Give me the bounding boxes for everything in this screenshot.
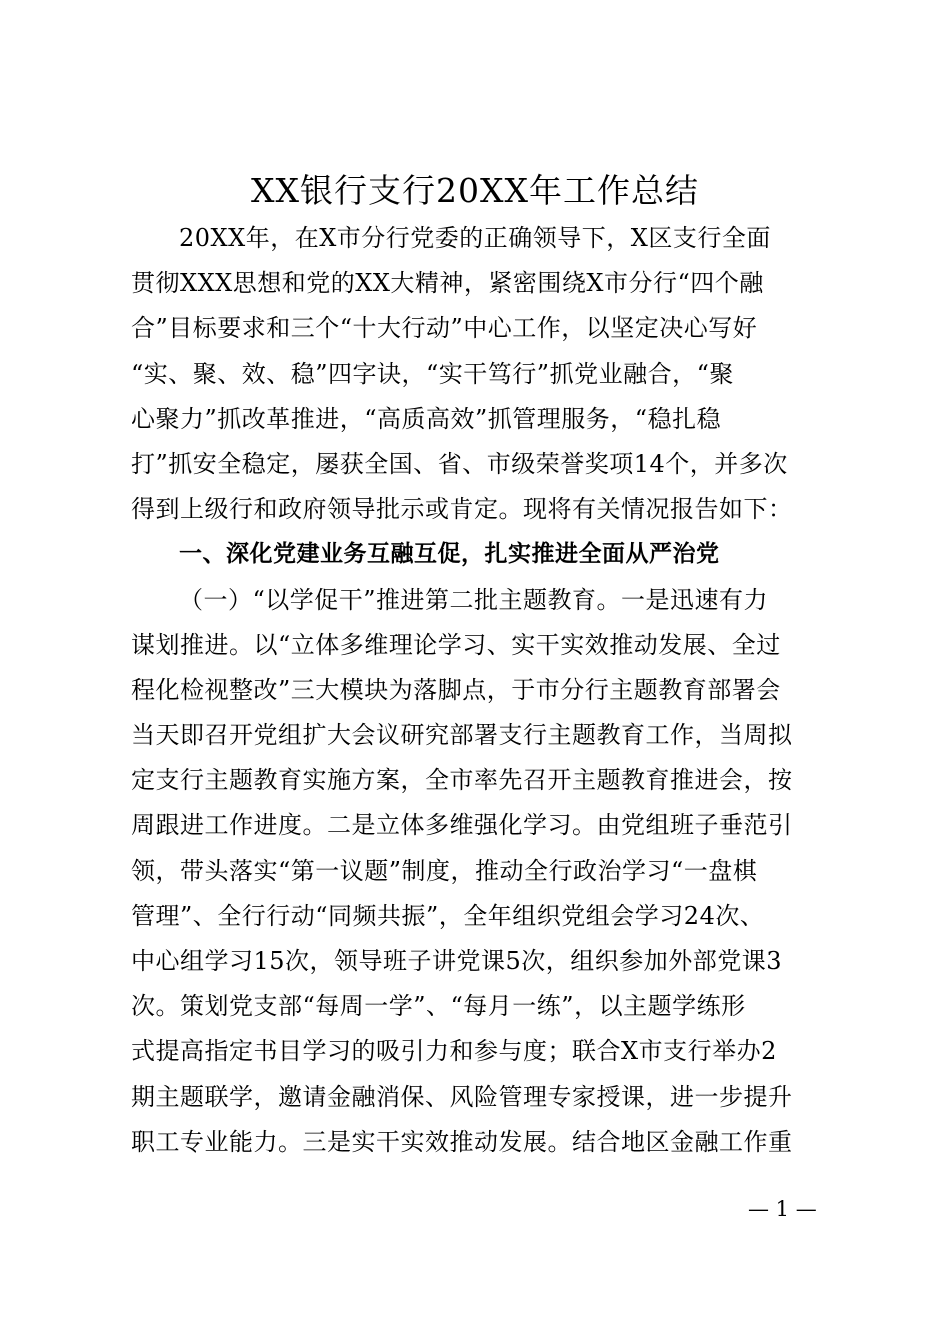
paragraph-line: （一）“以学促干”推进第二批主题教育。一是迅速有力 [179,585,769,614]
document-title: XX银行支行20XX年工作总结 [251,171,699,210]
paragraph-line: 得到上级行和政府领导批示或肯定。现将有关情况报告如下： [131,495,793,524]
paragraph-line: 领，带头落实“第一议题”制度，推动全行政治学习“一盘棋 [131,856,758,885]
page-number: — 1 — [748,1197,817,1221]
paragraph-line: 贯彻XXX思想和党的XX大精神，紧密围绕X市分行“四个融 [131,269,764,298]
paragraph-line: 管理”、全行行动“同频共振”，全年组织党组会学习24次、 [131,901,765,930]
paragraph-line: 合”目标要求和三个“十大行动”中心工作，以坚定决心写好 [131,314,758,343]
paragraph-line: 程化检视整改”三大模块为落脚点，于市分行主题教育部署会 [131,675,781,704]
paragraph-line: 心聚力”抓改革推进，“高质高效”抓管理服务，“稳扎稳 [131,404,722,433]
paragraph-line: 定支行主题教育实施方案，全市率先召开主题教育推进会，按 [131,766,793,795]
paragraph-line: “实、聚、效、稳”四字诀，“实干笃行”抓党业融合，“聚 [131,359,734,388]
document-body [131,216,831,1165]
paragraph-line: 期主题联学，邀请金融消保、风险管理专家授课，进一步提升 [131,1082,793,1111]
paragraph-line: 中心组学习15次，领导班子讲党课5次，组织参加外部党课3 [131,947,783,975]
paragraph-line: 周跟进工作进度。二是立体多维强化学习。由党组班子垂范引 [131,811,793,840]
section-heading: 一、深化党建业务互融互促，扎实推进全面从严治党 [179,541,720,568]
paragraph-line: 当天即召开党组扩大会议研究部署支行主题教育工作，当周拟 [131,721,793,750]
paragraph-line: 职工专业能力。三是实干实效推动发展。结合地区金融工作重 [131,1127,793,1156]
paragraph-line: 打”抓安全稳定，屡获全国、省、市级荣誉奖项14个，并多次 [131,449,788,478]
paragraph-line: 式提高指定书目学习的吸引力和参与度；联合X市支行举办2 [131,1037,777,1066]
paragraph-line: 20XX年，在X市分行党委的正确领导下，X区支行全面 [179,224,771,252]
paragraph-line: 谋划推进。以“立体多维理论学习、实干实效推动发展、全过 [131,630,781,659]
paragraph-line: 次。策划党支部“每周一学”、“每月一练”，以主题学练形 [131,992,746,1021]
